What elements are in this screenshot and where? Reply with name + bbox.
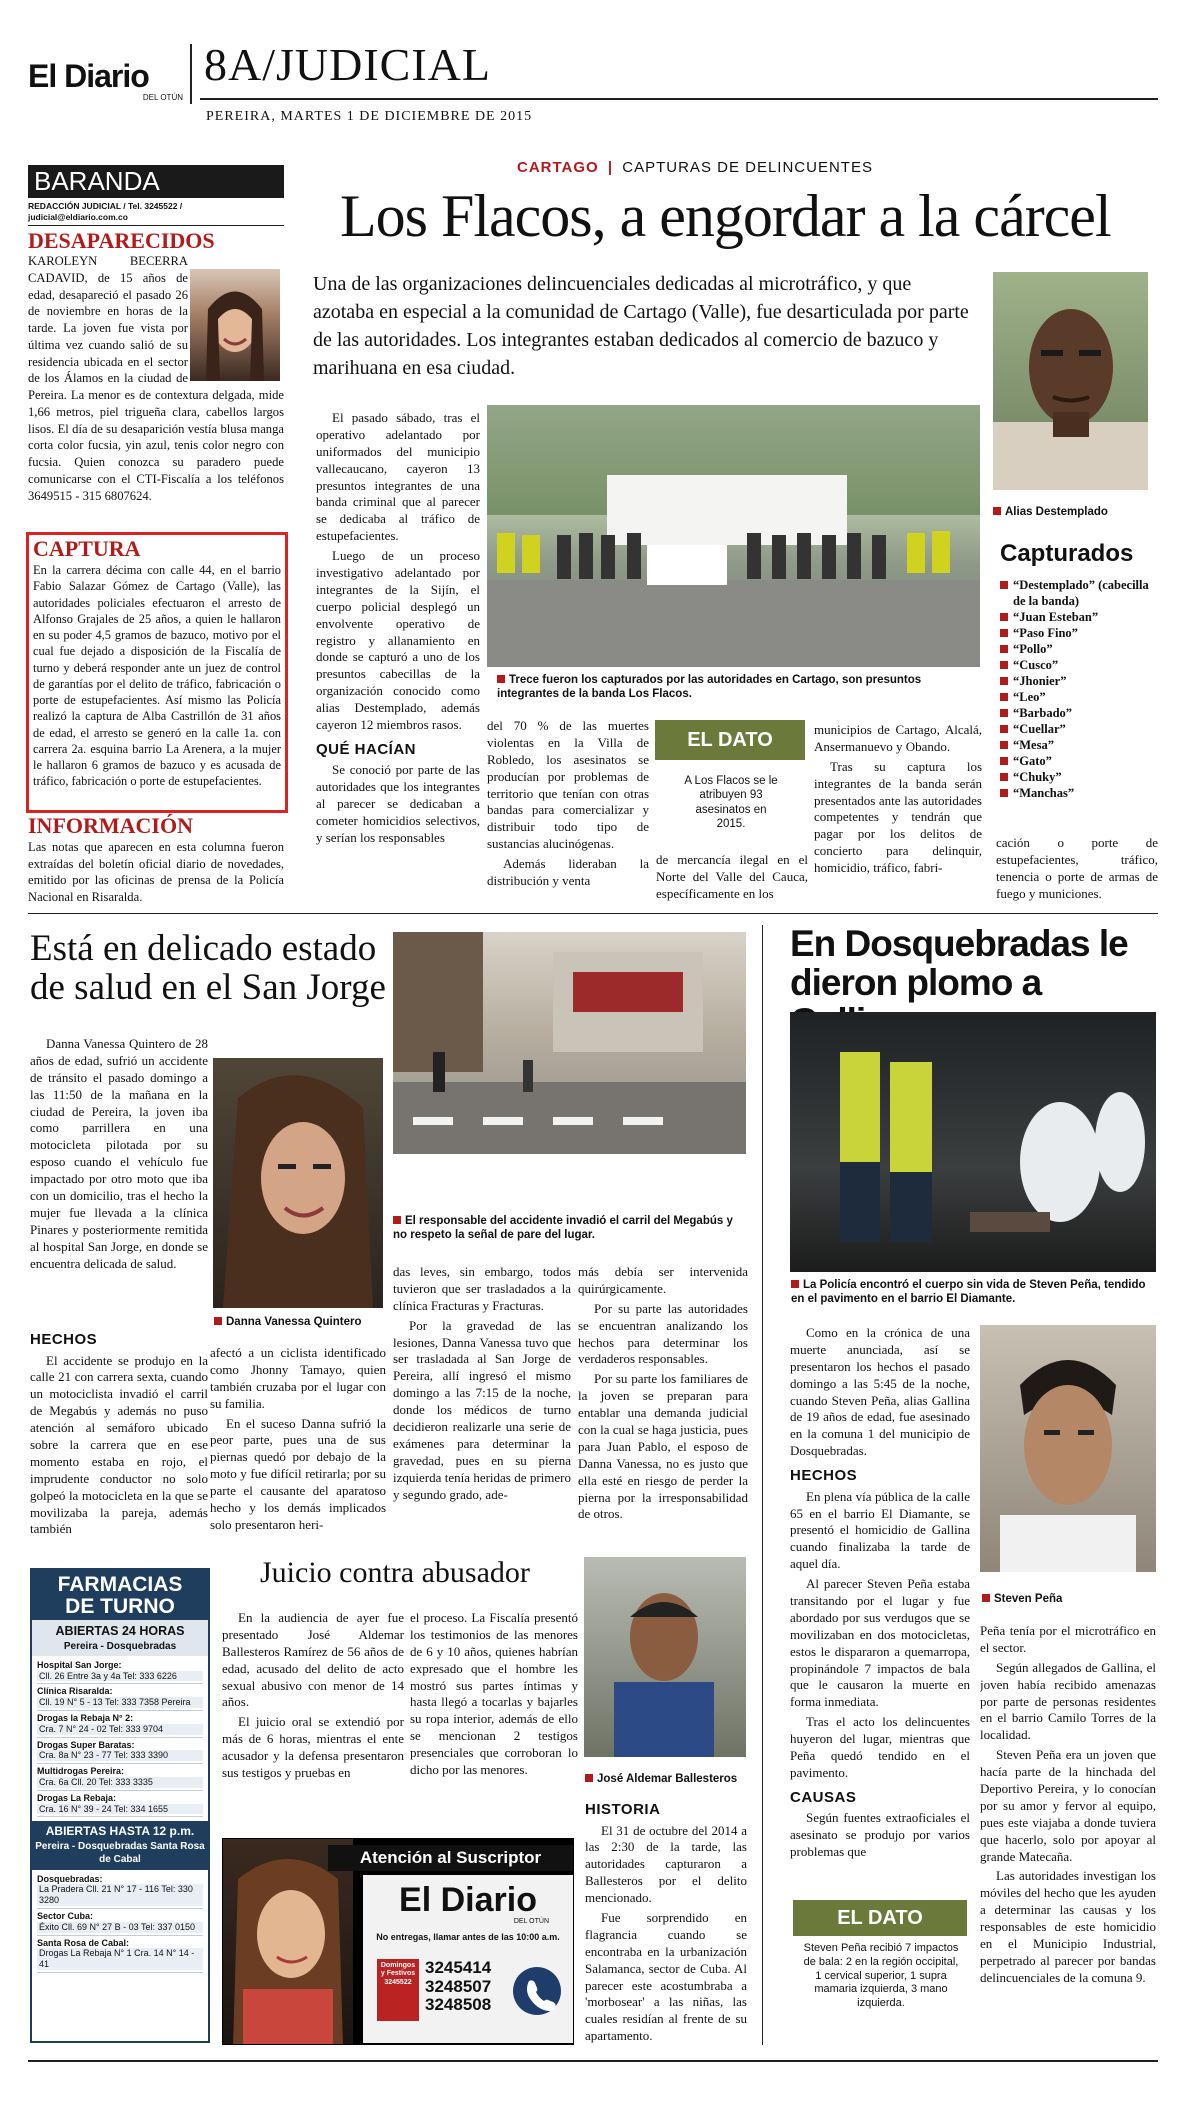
- bullet-square-icon: [1000, 725, 1008, 733]
- desaparecidos-text: [28, 253, 284, 504]
- pharmacy-entry: Dosquebradas: La Pradera Cll. 21 N° 17 - 116 Tel: 330 3280: [37, 1872, 203, 1909]
- alias-destemplado-photo: [993, 272, 1148, 490]
- aldemar-photo: [584, 1557, 746, 1757]
- masthead: [28, 40, 1158, 132]
- bullet-square-icon: [1000, 773, 1008, 781]
- bullet-square-icon: [1000, 661, 1008, 669]
- informacion-heading: INFORMACIÓN: [28, 813, 193, 838]
- ad-phone-number: 3245414: [425, 1958, 492, 1977]
- main-lead: Una de las organizaciones delincuenciales dedicadas al microtráfico, y que azotaba en especial a la comunidad de Cartago (Valle), fue desarticulada por parte de las autoridades. Los integrantes estaban dedicados al comercio de bazuco y marihuana en esa ciudad.: [313, 273, 969, 379]
- pharmacy-entry: Drogas la Rebaja N° 2: Cra. 7 N° 24 - 02 Tel: 333 9704: [37, 1711, 203, 1738]
- steven-pena-photo: [980, 1325, 1156, 1572]
- farmacias-band-24h: ABIERTAS 24 HORAS Pereira - Dosquebradas: [32, 1620, 208, 1656]
- bullet-square-icon: [1000, 677, 1008, 685]
- group-photo-caption: Trece fueron los capturados por las autoridades en Cartago, son presuntos integrantes de la banda Los Flacos.: [497, 673, 967, 702]
- kicker-place: CARTAGO: [517, 159, 599, 176]
- story2-col4: más debía ser intervenida quirúrgicamente. Por su parte las autoridades se encuentran analizando los hechos para determinar los verdaderos responsables. Por su parte los familiares de la joven se preparan para entablar una demanda judicial con la cual se haga justicia, pues para Juan Pablo, el esposo de Danna Vanessa, no es justo que ella esté en riesgo de perder la pierna por la irresponsabilidad de otros.: [578, 1264, 748, 1522]
- el-dato-box-2: EL DATO: [793, 1900, 967, 1936]
- capturados-group-photo: [487, 405, 980, 667]
- captured-item: “Cusco”: [1000, 657, 1158, 673]
- subhead-que-hacian: QUÉ HACÍAN: [316, 740, 417, 758]
- ad-phone-number: 3248508: [425, 1995, 492, 2015]
- story4-col2: el proceso. La Fiscalía presentó los testimonios de las menores de 6 y 10 años, quienes habrían expresado que el hombre les mostró sus partes íntimas y hasta llegó a tocarlas y bajarles su ropa interior, además de ello se mencionan 2 testigos presenciales que corroboran lo dicho por las menores.: [410, 1610, 578, 1778]
- captured-item: “Destemplado” (cabecilla de la banda): [1000, 577, 1158, 609]
- crime-scene-photo: [790, 1012, 1156, 1272]
- accident-caption: El responsable del accidente invadió el carril del Megabús y no respeto la señal de pare del lugar.: [393, 1214, 748, 1243]
- capturados-list: [1000, 577, 1158, 801]
- accident-street-photo: [393, 932, 746, 1154]
- pharmacy-entry: Drogas La Rebaja: Cra. 16 N° 39 - 24 Tel: 334 1655: [37, 1791, 203, 1818]
- bullet-square-icon: [1000, 757, 1008, 765]
- pharmacy-entry: Clínica Risaralda: Cll. 19 N° 5 - 13 Tel: 333 7358 Pereira: [37, 1684, 203, 1711]
- captured-item: “Manchas”: [1000, 785, 1158, 801]
- story2-headline: Está en delicado estado de salud en el San Jorge: [30, 928, 386, 1008]
- farmacias-band-12pm: ABIERTAS HASTA 12 p.m. Pereira - Dosquebradas Santa Rosa de Cabal: [32, 1821, 208, 1869]
- bullet-square-icon: [1000, 709, 1008, 717]
- farmacias-12pm-list: [32, 1870, 208, 1975]
- main-col3: de mercancía ilegal en el Norte del Valle del Cauca, específicamente en los: [656, 852, 808, 901]
- bullet-square-icon: [1000, 613, 1008, 621]
- main-headline: Los Flacos, a engordar a la cárcel: [340, 183, 1111, 249]
- story2-col1: Danna Vanessa Quintero de 28 años de edad, sufrió un accidente de tránsito el pasado domingo a las 11:50 de la mañana en la ciudad de Pereira, la joven iba como parrillera en una motocicleta pilotada por su esposo cuando el vehículo fue impactado por otro moto que iba con un domicilio, tras el hecho la mujer fue llevada a la clínica Pinares y posteriormente remitida al hospital San Jorge, en donde se encuentra delicada de salud.: [30, 1036, 208, 1271]
- captura-box: [26, 532, 288, 813]
- captured-item: “Cuellar”: [1000, 721, 1158, 737]
- subhead-hechos-3: HECHOS: [790, 1467, 858, 1485]
- baranda-credit: REDACCIÓN JUDICIAL / Tel. 3245522 / judicial@eldiario.com.co: [28, 198, 284, 226]
- el-dato-text: A Los Flacos se le atribuyen 93 asesinatos en 2015.: [684, 775, 778, 831]
- danna-caption: Danna Vanessa Quintero: [214, 1315, 362, 1329]
- baranda-title: BARANDA: [28, 165, 284, 198]
- pharmacy-entry: Multidrogas Pereira: Cra. 6a Cll. 20 Tel: 333 3335: [37, 1764, 203, 1791]
- capturados-box: [1000, 540, 1158, 825]
- captured-item: “Mesa”: [1000, 737, 1158, 753]
- dateline: PEREIRA, MARTES 1 DE DICIEMBRE DE 2015: [206, 109, 533, 124]
- ad-logo-panel: El Diario DEL OTÚN No entregas, llamar antes de las 10:00 a.m. 3245414 3248507 3248508 Domingos y Festivos 3245522: [363, 1875, 573, 2043]
- story3-col1: Como en la crónica de una muerte anunciada, así se presentaron los hechos el pasado domingo a las 5:45 de la noche, cuando Steven Peña, alias Gallina de 19 años de edad, fue asesinado en la comuna 1 del municipio de Dosquebradas. HECHOS En plena vía pública de la calle 65 en el barrio El Diamante, se presentó el homicidio de Gallina cuando finalizaba la tarde de aquel día. Al parecer Steven Peña estaba transitando por el lugar y fue abordado por sus verdugos que se movilizaban en dos motocicletas, estos le dispararon a quemarropa, propinándole 7 impactos de bala que le causaron la muerte en forma inmediata. Tras el acto los delincuentes huyeron del lugar, mientras que Peña quedó tendido en el pavimento. CAUSAS Según fuentes extraoficiales el asesinato se produjo por varios problemas que: [790, 1325, 970, 1860]
- captured-item: “Chuky”: [1000, 769, 1158, 785]
- captured-item: “Pollo”: [1000, 641, 1158, 657]
- masthead-logo: El Diario DEL OTÚN: [28, 58, 183, 102]
- subhead-hechos-2: HECHOS: [30, 1331, 98, 1348]
- story3-headline: En Dosquebradas le dieron plomo a: [790, 923, 1128, 1003]
- captured-item: “Leo”: [1000, 689, 1158, 705]
- captured-item: “Jhonier”: [1000, 673, 1158, 689]
- phone-icon: [513, 1967, 561, 2015]
- desaparecidos-heading: DESAPARECIDOS: [28, 228, 215, 254]
- story2-col2: afectó a un ciclista identificado como Jhonny Tamayo, quien también cruzaba por el lugar con su familia. En el suceso Danna sufrió la peor parte, pues una de sus piernas quedó por debajo de la moto y fue difícil retirarla; por su parte el causante del aparatoso hecho y los demás implicados solo presentaron heri-: [210, 1345, 386, 1532]
- story2-col3: das leves, sin embargo, todos tuvieron que ser trasladados a la clínica Fracturas y Fracturas. Por la gravedad de las lesiones, Danna Vanessa tuvo que ser trasladada al San Jorge de Pereira, allí ingresó el mismo domingo a las 7:15 de la noche, donde los médicos de turno decidieron realizarle una serie de exámenes para determinar la gravedad, pues en su pierna izquierda tenía heridas de primero y segundo grado, ade-: [393, 1264, 571, 1502]
- main-col5: cación o porte de estupefacientes, tráfico, tenencia o porte de armas de fuego y municiones.: [996, 835, 1158, 901]
- bullet-square-icon: [1000, 789, 1008, 797]
- farmacias-header: FARMACIAS DE TURNO: [32, 1570, 208, 1620]
- bullet-square-icon: [1000, 741, 1008, 749]
- danna-photo: [213, 1058, 383, 1308]
- main-col1: El pasado sábado, tras el operativo adelantado por uniformados del municipio vallecaucano, cayeron 13 presuntos integrantes de una banda criminal que al parecer se dedicaba al tráfico de estupefacientes. Luego de un proceso investigativo adelantado por integrantes de la Sijín, el cuerpo policial desplegó un envolvente operativo de registro y allanamiento en donde se capturó a uno de los presuntos cabecillas de la organización conocido como alias Destemplado, además cayeron 12 miembros rasos. QUÉ HACÍAN Se conoció por parte de las autoridades que los integrantes al parecer se dedicaban a cometer homicidios selectivos, y serían los responsables: [316, 410, 480, 845]
- ad-phones: [425, 1959, 491, 2015]
- pharmacy-entry: Santa Rosa de Cabal: Drogas La Rebaja N° 1 Cra. 14 N° 14 - 41: [37, 1936, 203, 1973]
- pharmacy-entry: Hospital San Jorge: Cll. 26 Entre 3a y 4a Tel: 333 6226: [37, 1658, 203, 1685]
- bullet-square-icon: [1000, 645, 1008, 653]
- main-col2: del 70 % de las muertes violentas en la Villa de Robledo, los asesinatos se producían por problemas de territorio que tenían con otras bandas para comercializar y distribuir todo tipo de sustancias alucinógenas. Además lideraban la distribución y venta: [487, 718, 649, 889]
- story4-col1: En la audiencia de ayer fue presentado José Aldemar Ballesteros Ramírez de 56 años de edad, acusado del delito de acto sexual abusivo con menor de 14 años. El juicio oral se extendió por más de 6 horas, mientras el ente acusador y la defensa presentaron sus testigos y pruebas en: [222, 1610, 404, 1781]
- pharmacy-entry: Sector Cuba: Éxito Cll. 69 N° 27 B - 03 Tel: 337 0150: [37, 1909, 203, 1936]
- bullet-square-icon: [1000, 629, 1008, 637]
- alias-destemplado-caption: Alias Destemplado: [993, 505, 1108, 519]
- bullet-square-icon: [1000, 693, 1008, 701]
- informacion-block: [28, 815, 284, 905]
- bullet-square-icon: [1000, 581, 1008, 589]
- section-title: 8A/JUDICIAL: [204, 39, 491, 90]
- steven-pena-caption: Steven Peña: [982, 1592, 1062, 1606]
- ad-phone-number: 3248507: [425, 1976, 492, 1996]
- desaparecidos-body: KAROLEYN BECERRA CADAVID, de 15 años de edad, desapareció el pasado 26 de noviembre en horas de la tarde. La joven fue vista por última vez cuando salió de su residencia ubicada en el sector de los Álamos en la ciudad de Pereira. La menor es de contextura delgada, mide 1,66 metros, piel trigueña clara, cabellos largos lisos. El día de su desaparición vestía blusa manga corta color fucsia, yin azul, tenis color negro con fucsia. Quien conozca su paradero puede comunicarse con el CTI-Fiscalía a los teléfonos 3649515 - 315 6807624.: [28, 254, 284, 503]
- subhead-historia: HISTORIA: [585, 1801, 661, 1818]
- subscriber-ad: [222, 1838, 574, 2045]
- story2-col1b: HECHOS El accidente se produjo en la calle 21 con carrera sexta, cuando un motociclista invadió el carril de Megabús y además no puso atención al semáforo ubicado sobre la carrera que en ese momento estaba en rojo, el imprudente conductor no solo golpeó la motocicleta en la que se movilizaba la pareja, además también: [30, 1331, 208, 1537]
- pharmacy-entry: Drogas Super Baratas: Cra. 8a N° 23 - 77 Tel: 333 3390: [37, 1738, 203, 1765]
- ad-logo: El Diario: [399, 1881, 537, 1919]
- aldemar-caption: José Aldemar Ballesteros: [585, 1772, 737, 1786]
- ad-title: Atención al Suscriptor: [328, 1845, 573, 1871]
- ad-note: No entregas, llamar antes de las 10:00 a.m.: [376, 1932, 560, 1943]
- crime-scene-caption: La Policía encontró el cuerpo sin vida de Steven Peña, tendido en el pavimento en el barrio El Diamante.: [791, 1278, 1157, 1307]
- el-dato-text-2: Steven Peña recibió 7 impactos de bala: 2 en la región occipital, 1 cervical superior, 1 supra mamaria izquierda, 3 mano izquierda.: [803, 1942, 959, 2009]
- story3-col2: Peña tenía por el microtráfico en el sector. Según allegados de Gallina, el joven había recibido amenazas por parte de personas residentes en el barrio Camilo Torres de la localidad. Steven Peña era un joven que hacía parte de la hinchada del Deportivo Pereira, y lo conocían por su amor y fervor al equipo, pues este viajaba a donde tuviera que hacerlo, solo por apoyar al grande Matecaña. Las autoridades investigan los móviles del hecho que les ayuden a determinar las causas y los responsables de este homicidio en el Municipio Industrial, perpetrado al parecer por bandas delincuenciales de la comuna 9.: [980, 1623, 1156, 1985]
- story4-col3: HISTORIA El 31 de octubre del 2014 a las 2:30 de la tarde, las autoridades capturaron a Ballesteros por el delito mencionado. Fue sorprendido en flagrancia cuando se encontraba en la urbanización Salamanca, sector de Cuba. Al parecer este acostumbraba a 'morbosear' a las niñas, las cuales residían al frente de su apartamento.: [585, 1801, 747, 2044]
- captura-text: En la carrera décima con calle 44, en el barrio Fabio Salazar Gómez de Cartago (Valle), las autoridades policiales efectuaron el arresto de Alfonso Grajales de 25 años, a quien le hallaron en su poder 4,5 gramos de bazuco, motivo por el cual fue dejado a disposición de la Fiscalía de turno y deberá responder ante un juez de control de garantías por el delito de tráfico, fabricación o porte de estupefacientes. Así mismo las Policía realizó la captura de Alba Castrillón de 31 años de edad, el arresto se generó en la calle 1a. con carrera 2a. esquina barrio La Arenera, a la mujer le hallaron 6 gramos de bazuco y es acusada de tráfico, fabricación o porte de estupefacientes.: [33, 563, 281, 789]
- kicker-topic: CAPTURAS DE DELINCUENTES: [622, 159, 873, 176]
- subhead-causas: CAUSAS: [790, 1788, 857, 1806]
- captura-heading: CAPTURA: [33, 536, 141, 561]
- captured-item: “Gato”: [1000, 753, 1158, 769]
- captured-item: “Barbado”: [1000, 705, 1158, 721]
- story4-headline: Juicio contra abusador: [260, 1556, 530, 1589]
- captured-item: “Juan Esteban”: [1000, 609, 1158, 625]
- el-dato-box: EL DATO: [655, 720, 805, 760]
- captured-item: “Paso Fino”: [1000, 625, 1158, 641]
- capturados-title: Capturados: [1000, 540, 1134, 567]
- main-col4: municipios de Cartago, Alcalá, Ansermanuevo y Obando. Tras su captura los integrantes de la banda serán presentados ante las autoridades competentes y tendrán que pagar por los delitos de concierto para delinquir, homicidio, tráfico, fabri-: [814, 722, 982, 876]
- ad-badge: Domingos y Festivos 3245522: [377, 1959, 419, 2021]
- farmacias-box: [30, 1568, 210, 2043]
- main-kicker: CARTAGO | CAPTURAS DE DELINCUENTES: [517, 159, 873, 176]
- informacion-text: Las notas que aparecen en esta columna fueron extraídas del boletín oficial diario de novedades, emitido por las oficinas de prensa de la Policía Nacional en Risaralda.: [28, 840, 284, 905]
- farmacias-24h-list: [32, 1656, 208, 1820]
